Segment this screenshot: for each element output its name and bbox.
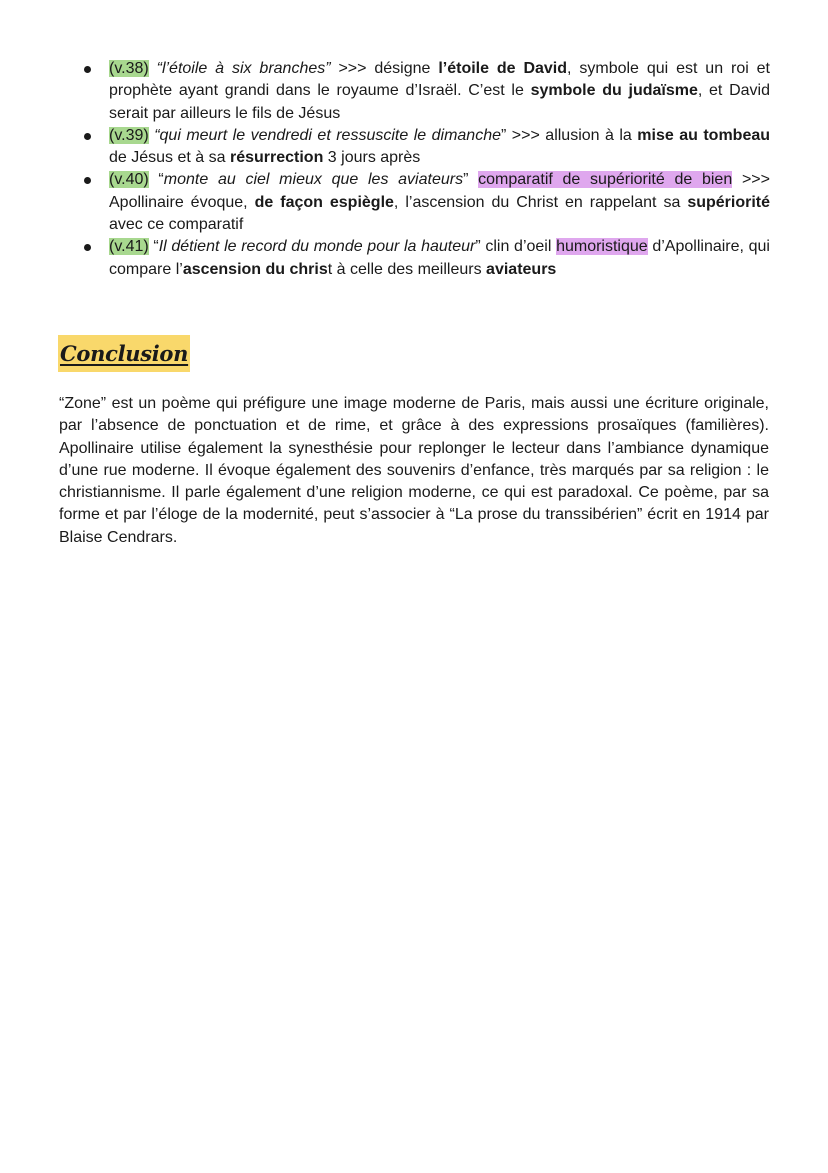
bold-term: résurrection	[229, 149, 324, 167]
quote-open: “	[148, 238, 159, 256]
conclusion-paragraph: “Zone” est un poème qui préfigure une image moderne de Paris, mais aussi une écriture originale, par l’absence de ponctuation et de rime, et grâce à des expressions prosaïques (familières). Apollinaire utilise également la synesthésie pour replonger le lecteur dans l’ambiance dynamique d’une rue moderne. Il évoque également des souvenirs d’enfance, très marqués par sa religion : le christiannisme. Il parle également d’une religion moderne, ce qui est paradoxal. Ce poème, par sa forme et par l’éloge de la modernité, peut s’associer à “La prose du transsibérien” écrit en 1914 par Blaise Cendrars.	[59, 395, 769, 546]
bullet-dot-icon	[84, 133, 91, 140]
text-segment: 3 jours après	[323, 149, 421, 167]
text-segment: , et David serait par ailleurs le fils de Jésus	[109, 82, 770, 122]
bold-term: mise au tombeau	[637, 126, 771, 144]
text-segment: , symbole qui est un roi et prophète ayant grandi dans le royaume d’Israël. C’est le	[109, 60, 771, 100]
text-segment: d’Apollinaire, qui compare l’	[109, 238, 770, 278]
text-segment: >>> Apollinaire évoque,	[109, 171, 770, 211]
verse-ref: (v.38)	[109, 60, 149, 77]
conclusion-heading: Conclusion	[58, 335, 190, 372]
text-segment: t à celle des meilleurs	[327, 260, 487, 278]
verse-ref: (v.40)	[109, 171, 149, 189]
text-segment: >>> désigne	[330, 60, 439, 77]
verse-quote: monte au ciel mieux que les aviateurs	[163, 171, 464, 189]
quote-open: “	[148, 171, 164, 189]
bold-term: l’étoile de David	[438, 60, 568, 77]
bullet-dot-icon	[84, 177, 91, 184]
bold-term: aviateurs	[486, 260, 557, 278]
bullet-dot-icon	[84, 66, 91, 73]
highlighted-term: humoristique	[556, 238, 648, 256]
verse-quote: “qui meurt le vendredi et ressuscite le dimanche	[154, 126, 502, 144]
verse-ref: (v.39)	[109, 126, 149, 144]
bold-term: supériorité	[687, 193, 770, 211]
quote-close: ”	[463, 171, 479, 189]
highlighted-term: comparatif de supériorité de bien	[478, 171, 733, 189]
bullet-v40	[82, 169, 770, 236]
bold-term: de façon espiègle	[254, 193, 394, 211]
bullet-v41	[82, 236, 770, 281]
quote-close: ”	[501, 126, 507, 144]
verse-quote: “l’étoile à six branches”	[156, 60, 331, 77]
bold-term: symbole du judaïsme	[530, 82, 698, 100]
verse-quote: Il détient le record du monde pour la hauteur	[158, 238, 476, 256]
bullet-dot-icon	[84, 244, 91, 251]
text-segment: , l’ascension du Christ en rappelant sa	[393, 193, 688, 211]
verse-ref: (v.41)	[109, 238, 149, 256]
analysis-bullet-list	[82, 58, 770, 281]
quote-close: ” clin d’oeil	[475, 238, 557, 256]
text-segment: >>> allusion à la	[506, 126, 638, 144]
bold-term: ascension du chris	[182, 260, 328, 278]
bullet-v39	[82, 125, 770, 170]
bullet-v38	[82, 58, 770, 125]
text-segment: avec ce comparatif	[109, 216, 244, 234]
text-segment: de Jésus et à sa	[109, 149, 230, 167]
